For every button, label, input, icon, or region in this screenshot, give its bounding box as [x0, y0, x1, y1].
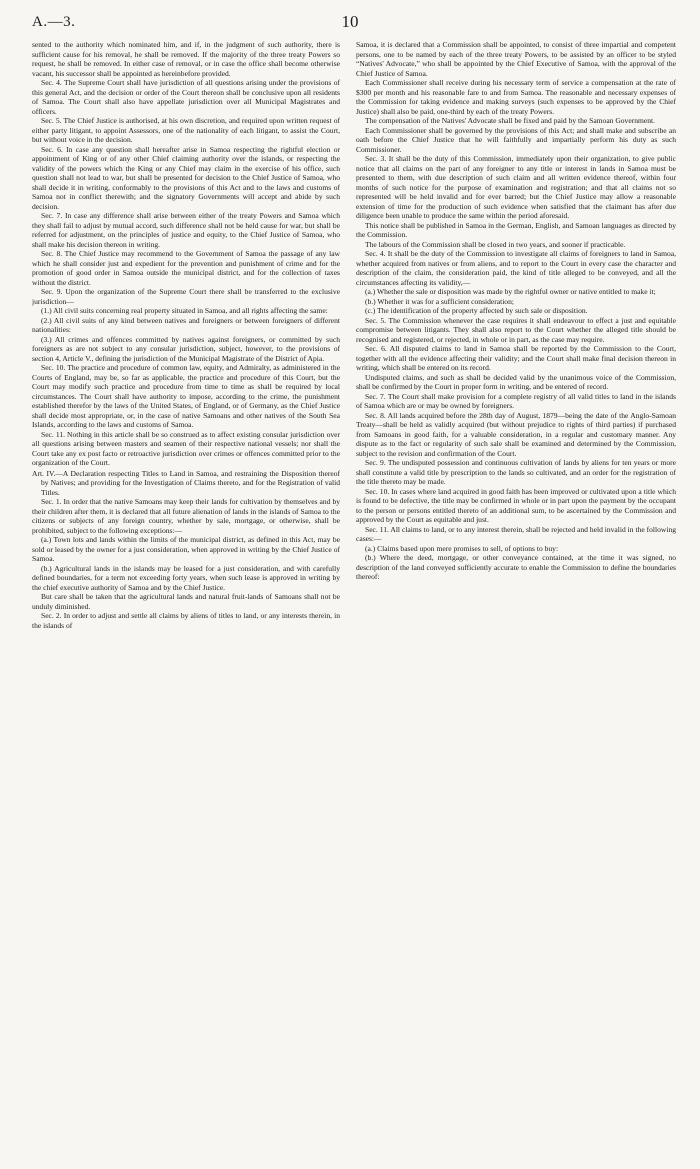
paragraph: (b.) Agricultural lands in the islands may be leased for a just consideration, and with carefully defined boundaries, for a term not exceeding forty years, when such lease is approved in writing by the chief executive authority of Samoa and by the Chief Justice. — [32, 563, 340, 592]
paragraph: Sec. 7. In case any difference shall arise between either of the treaty Powers and Samoa which they shall fail to adjust by mutual accord, such difference shall not be held cause for war, but shall be referred for adjustment, on the principles of justice and equity, to the Chief Justice of Samoa, who shall make his decision thereon in writing. — [32, 211, 340, 249]
paragraph: Sec. 6. All disputed claims to land in Samoa shall be reported by the Commission to the Court, together with all the evidence affecting their validity; and the Court shall make final decision thereon in writing, which shall be entered on its record. — [356, 344, 676, 372]
paragraph: Sec. 11. Nothing in this article shall be so construed as to affect existing consular jurisdiction over all questions arising between masters and seamen of their respective national vessels; nor shall the Court take any ex post facto or retroactive jurisdiction over crimes or offences committed prior to the organization of the Court. — [32, 429, 340, 467]
paragraph: Sec. 5. The Commission whenever the case requires it shall endeavour to effect a just and equitable compromise between litigants. They shall also report to the Court whether the alleged title should be recognised and registered, or rejected, in whole or in part, as the case may require. — [356, 315, 676, 344]
text-columns — [32, 40, 676, 1163]
paragraph: Sec. 6. In case any question shall hereafter arise in Samoa respecting the rightful election or appointment of King or of any other Chief claiming authority over the islands, or respecting the validity of the powers which the King or any Chief may claim in the exercise of his office, such question shall not lead to war, but shall be presented for decision to the Chief Justice of Samoa, who shall decide it in writing, conformably to the provisions of this Act and to the laws and customs of Samoa not in conflict therewith; and the signatory Governments will accept and abide by such decision. — [32, 144, 340, 211]
paragraph: The labours of the Commission shall be closed in two years, and sooner if practicable. — [365, 239, 626, 249]
paragraph: Undisputed claims, and such as shall be decided valid by the unanimous voice of the Commission, shall be confirmed by the Court in proper form in writing, and be entered of record. — [356, 372, 676, 391]
paragraph: Each Commissioner shall be governed by the provisions of this Act; and shall make and subscribe an oath before the Chief Justice that he will faithfully and impartially perform his duty as such Commissioner. — [356, 125, 676, 154]
paragraph: Sec. 5. The Chief Justice is authorised, at his own discretion, and required upon written request of either party litigant, to appoint Assessors, one of the nationality of each litigant, to assist the Court, but without voice in the decision. — [32, 116, 340, 144]
paragraph: (3.) All crimes and offences committed by natives against foreigners, or committed by such foreigners as are not subject to any consular jurisdiction, subject, however, to the provisions of section 4, Article V., defining the jurisdiction of the Municipal Magistrate of the District of Apia. — [32, 334, 340, 363]
paragraph: sented to the authority which nominated him, and if, in the judgment of such authority, there is sufficient cause for his removal, he shall be removed. If the majority of the three treaty Powers so request, he shall be removed. In either case of removal, or in case the office shall become otherwise vacant, his successor shall be appointed as hereinbefore provided. — [32, 40, 340, 78]
page-number: 10 — [341, 12, 359, 31]
paragraph: Sec. 8. All lands acquired before the 28th day of August, 1879—being the date of the Anglo-Samoan Treaty—shall be held as validly acquired (but without prejudice to rights of third parties) if purchased from Samoans in good faith, for a valuable consideration, in a regular and customary manner. Any dispute as to the fact or regularity of such sale shall be examined and determined by the Commission, subject to the revision and confirmation of the Court. — [356, 410, 676, 458]
page-header — [20, 8, 680, 38]
paragraph: Sec. 2. In order to adjust and settle all claims by aliens of titles to land, or any interests therein, in the islands of — [32, 611, 340, 630]
paragraph: Sec. 11. All claims to land, or to any interest therein, shall be rejected and held invalid in the following cases:— — [356, 524, 676, 543]
paragraph: Sec. 7. The Court shall make provision for a complete registry of all valid titles to land in the islands of Samoa which are or may be owned by foreigners. — [356, 391, 676, 410]
paragraph: (a.) Town lots and lands within the limits of the municipal district, as defined in this Act, may be sold or leased by the owner for a just consideration, when approved in writing by the Chief Justice of Samoa. — [32, 535, 340, 563]
left-column — [32, 40, 340, 1163]
paragraph: (1.) All civil suits concerning real property situated in Samoa, and all rights affecting the same: — [41, 306, 328, 315]
paragraph: Each Commissioner shall receive during his necessary term of service a compensation at the rate of $300 per month and his reasonable fare to and from Samoa. The reasonable and necessary expenses of the Commission for taking evidence and making surveys (such expenses to be approved by the Chief Justice) shall also be paid, one-third by each of the treaty Powers. — [356, 78, 676, 116]
paragraph: Sec. 1. In order that the native Samoans may keep their lands for cultivation by themselves and by their children after them, it is declared that all future alienation of lands in the islands of Samoa to the citizens or subjects of any foreign country, whether by sale, mortgage, or otherwise, shall be prohibited, subject to the following exceptions:— — [32, 497, 340, 535]
paragraph: Sec. 4. The Supreme Court shall have jurisdiction of all questions arising under the provisions of this general Act, and the decision or order of the Court thereon shall be conclusive upon all residents of Samoa. The Court shall also have appellate jurisdiction over all Municipal Magistrates and officers. — [32, 78, 340, 116]
right-column — [356, 40, 676, 1163]
paragraph: (a.) Whether the sale or disposition was made by the rightful owner or native entitled to make it; — [365, 287, 656, 296]
paragraph: Sec. 10. In cases where land acquired in good faith has been improved or cultivated upon a title which is found to be defective, the title may be confirmed in whole or in part upon the payment by the occupant to the person or persons entitled thereto of an additional sum, to be ascertained by the Commission and approved by the Court as equitable and just. — [356, 486, 676, 524]
paragraph: (a.) Claims based upon mere promises to sell, of options to buy: — [365, 543, 559, 553]
paragraph: This notice shall be published in Samoa in the German, English, and Samoan languages as directed by the Commission. — [356, 220, 676, 239]
paragraph: (b.) Whether it was for a sufficient consideration; — [365, 296, 514, 306]
paragraph: Sec. 9. The undisputed possession and continuous cultivation of lands by aliens for ten years or more shall constitute a valid title by prescription to the lands so cultivated, and an order for the registration of the title thereto may be made. — [356, 458, 676, 486]
paragraph: But care shall be taken that the agricultural lands and natural fruit-lands of Samoans shall not be unduly diminished. — [32, 592, 340, 611]
paragraph: The compensation of the Natives' Advocate shall be fixed and paid by the Samoan Government. — [365, 116, 655, 125]
paragraph: (2.) All civil suits of any kind between natives and foreigners or between foreigners of different nationalities: — [32, 315, 340, 334]
paragraph: Sec. 8. The Chief Justice may recommend to the Government of Samoa the passage of any law which he shall consider just and expedient for the prevention and punishment of crime and for the promotion of good order in Samoa outside the municipal district, and for the collection of taxes without the district. — [32, 249, 340, 287]
paragraph: Sec. 9. Upon the organization of the Supreme Court there shall be transferred to the exclusive jurisdiction— — [32, 287, 340, 306]
paragraph: Art. IV.—A Declaration respecting Titles to Land in Samoa, and restraining the Disposition thereof by Natives; and providing for the Investigation of Claims thereto, and for the Registration of valid Titles. — [32, 468, 340, 497]
paragraph: Sec. 3. It shall be the duty of this Commission, immediately upon their organization, to give public notice that all claims on the part of any foreigner to any title or interest in lands in Samoa must be presented to them, with due description of such claim and all written evidence thereof, within four months of such notice for the purpose of examination and registration; and that all claims not so represented will be held invalid and for ever barred; but the Chief Justice may allow a reasonable extension of time for the production of such evidence when satisfied that the claimant has after due diligence been unable to produce the same within the period aforesaid. — [356, 154, 676, 220]
paragraph: Sec. 10. The practice and procedure of common law, equity, and Admiralty, as administered in the Courts of England, may be, so far as applicable, the practice and procedure of this Court, but the Court may modify such practice and procedure from time to time as shall be required by local circumstances. The Court shall have authority to impose, according to the crime, the punishment established therefor by the laws of the United States, of England, or of Germany, as the Chief Justice shall decide most appropriate, or, in the case of native Samoans and other natives of the South Sea Islands, according to the laws and customs of Samoa. — [32, 363, 340, 429]
paragraph: Sec. 4. It shall be the duty of the Commission to investigate all claims of foreigners to land in Samoa, whether acquired from natives or from aliens, and to report to the Court in every case the character and description of the claim, the consideration paid, the kind of title alleged to be conveyed, and all the circumstances affecting its validity,— — [356, 249, 676, 287]
paragraph: Samoa, it is declared that a Commission shall be appointed, to consist of three impartial and competent persons, one to be named by each of the three treaty Powers, to be assisted by an officer to be styled “Natives' Advocate,” who shall be appointed by the Chief Executive of Samoa, with the approval of the Chief Justice of Samoa. — [356, 40, 676, 78]
document-reference: A.—3. — [32, 14, 76, 30]
paragraph: (b.) Where the deed, mortgage, or other conveyance contained, at the time it was signed, no description of the land conveyed sufficiently accurate to enable the Commission to define the boundaries thereof: — [356, 553, 676, 581]
paragraph: (c.) The identification of the property affected by such sale or disposition. — [365, 306, 588, 315]
